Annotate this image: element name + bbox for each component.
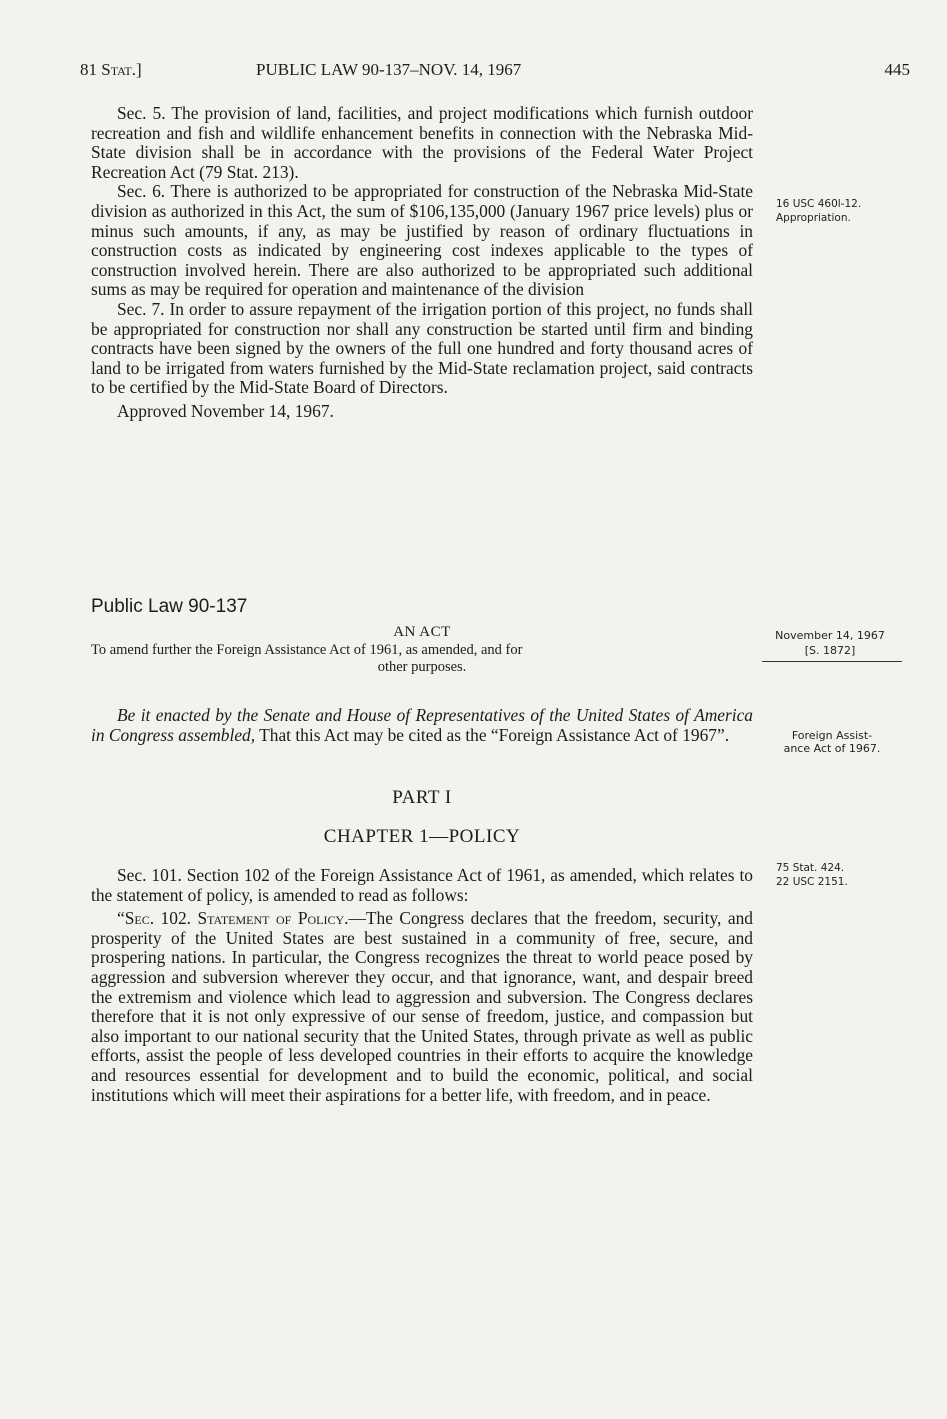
- section-7: Sec. 7. In order to assure repayment of the irrigation portion of this project, no funds shall be appropriated for construction nor shall any construction be started until firm and binding contracts have been signed by the owners of the full one hundred and forty thousand acres of land to be irrigated from waters furnished by the Mid-State reclamation project, said contracts to be certified by the Mid-State Board of Directors.: [91, 298, 753, 398]
- margin-note-short-title-1: Foreign Assist-: [791, 729, 873, 742]
- part-heading: PART I: [392, 787, 452, 808]
- public-law-title: Public Law 90-137: [91, 596, 248, 617]
- an-act-heading: AN ACT: [393, 624, 451, 640]
- margin-note-short-title-2: ance Act of 1967.: [783, 742, 881, 755]
- chapter-heading: CHAPTER 1—POLICY: [323, 826, 521, 847]
- short-title-clause: That this Act may be cited as the “Foreign Assistance Act of 1967”.: [255, 724, 730, 745]
- purpose-line-1: To amend further the Foreign Assistance Act of 1961, as amended, and for: [91, 642, 523, 658]
- running-head: [80, 60, 910, 86]
- law-header-title: PUBLIC LAW 90-137–NOV. 14, 1967: [256, 60, 522, 79]
- margin-note-usc-460: 16 USC 460l-12.: [776, 198, 862, 210]
- page-number: 445: [884, 60, 910, 79]
- stat-reference: 81 Stat.]: [80, 60, 142, 79]
- prior-sections: [91, 104, 753, 422]
- margin-rule: [762, 661, 902, 662]
- enacting-formula: Be it enacted by the Senate and House of Representatives of the United States of America in Congress assembled,: [91, 705, 753, 745]
- section-102-text: —The Congress declares that the freedom, security, and prosperity of the United States are best sustained in a community of free, secure, and prospering nations. In particular, the Congress recognizes the threat to world peace posed by aggression and subversion wherever they occur, and that ignorance, want, and despair breed the extremism and violence which lead to aggression and subversion. The Congress declares therefore that it is not only expressive of our sense of freedom, justice, and compassion but also important to our national security that the United States, through private as well as public efforts, assist the people of less developed countries in their efforts to acquire the knowledge and resources essential for development and to build the economic, political, and social institutions which will meet their aspirations for a better life, with freedom, and in peace.: [91, 908, 753, 1105]
- margin-note-usc-2151: 22 USC 2151.: [776, 876, 848, 888]
- margin-note-75-stat: 75 Stat. 424.: [776, 862, 845, 874]
- act-purpose: [91, 642, 753, 676]
- section-5: Sec. 5. The provision of land, facilities, and project modifications which furnish outdoor recreation and fish and wildlife enhancement benefits in connection with the Nebraska Mid-State division shall be in accordance with the provisions of the Federal Water Project Recreation Act (79 Stat. 213).: [91, 103, 753, 182]
- section-6: Sec. 6. There is authorized to be appropriated for construction of the Nebraska Mid-State division as authorized in this Act, the sum of $106,135,000 (January 1967 price levels) plus or minus such amounts, if any, as may be justified by reason of ordinary fluctuations in construction costs as indicated by engineering cost indexes applicable to the types of construction involved herein. There are also authorized to be appropriated such additional sums as may be required for operation and maintenance of the division: [91, 181, 753, 300]
- approval-line: Approved November 14, 1967.: [117, 400, 334, 421]
- margin-note-bill: [S. 1872]: [804, 644, 856, 657]
- section-101: Sec. 101. Section 102 of the Foreign Assistance Act of 1961, as amended, which relates to the statement of policy, is amended to read as follows:: [91, 865, 753, 905]
- margin-note-appropriation: Appropriation.: [776, 212, 851, 224]
- purpose-line-2: other purposes.: [377, 659, 467, 675]
- enacting-clause: [91, 706, 753, 745]
- section-101-block: [91, 866, 753, 1105]
- section-102-heading: “Sec. 102. Statement of Policy.: [117, 908, 349, 929]
- margin-note-date: November 14, 1967: [775, 629, 885, 642]
- section-102: [91, 909, 753, 1105]
